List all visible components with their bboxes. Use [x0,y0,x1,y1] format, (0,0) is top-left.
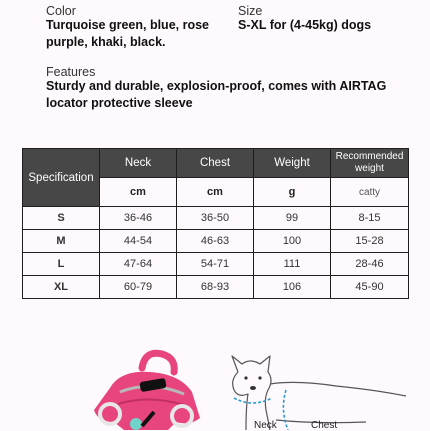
header-chest: Chest [177,149,254,178]
header-neck: Neck [100,149,177,178]
header-weight: Weight [254,149,331,178]
recommended-cell: 45-90 [331,276,409,299]
size-cell: M [23,230,100,253]
neck-cell: 60-79 [100,276,177,299]
table-row [23,230,409,253]
color-label: Color [46,4,76,18]
weight-cell: 99 [254,207,331,230]
header-recommended-weight: Recommended weight [331,149,409,178]
features-value: Sturdy and durable, explosion-proof, comes with AIRTAG locator protective sleeve [46,79,387,110]
header-specification: Specification [23,149,100,207]
neck-cell: 44-54 [100,230,177,253]
size-value: S-XL for (4-45kg) dogs [238,18,372,32]
chest-cell: 54-71 [177,253,254,276]
unit-neck: cm [100,178,177,207]
recommended-cell: 28-46 [331,253,409,276]
specification-table [22,148,409,299]
chest-cell: 36-50 [177,207,254,230]
weight-cell: 111 [254,253,331,276]
size-cell: S [23,207,100,230]
neck-measure-line [234,398,272,403]
harness-body [94,372,200,430]
size-label: Size [238,4,263,18]
recommended-cell: 8-15 [331,207,409,230]
neck-cell: 47-64 [100,253,177,276]
chest-label: Chest [311,420,338,431]
chest-cell: 68-93 [177,276,254,299]
table-row [23,276,409,299]
features-label: Features [46,65,96,79]
unit-weight: g [254,178,331,207]
neck-cell: 36-46 [100,207,177,230]
recommended-cell: 15-28 [331,230,409,253]
unit-chest: cm [177,178,254,207]
harness-image [80,348,210,430]
weight-cell: 106 [254,276,331,299]
chest-cell: 46-63 [177,230,254,253]
table-row [23,207,409,230]
color-value: Turquoise green, blue, rose purple, khaki, black. [46,18,209,49]
weight-cell: 100 [254,230,331,253]
size-cell: L [23,253,100,276]
neck-label: Neck [254,420,277,431]
table-header-row [23,149,409,178]
size-cell: XL [23,276,100,299]
table-row [23,253,409,276]
dog-measurement-diagram [216,350,416,430]
chest-measure-line [283,390,288,430]
unit-recommended: catty [331,178,409,207]
